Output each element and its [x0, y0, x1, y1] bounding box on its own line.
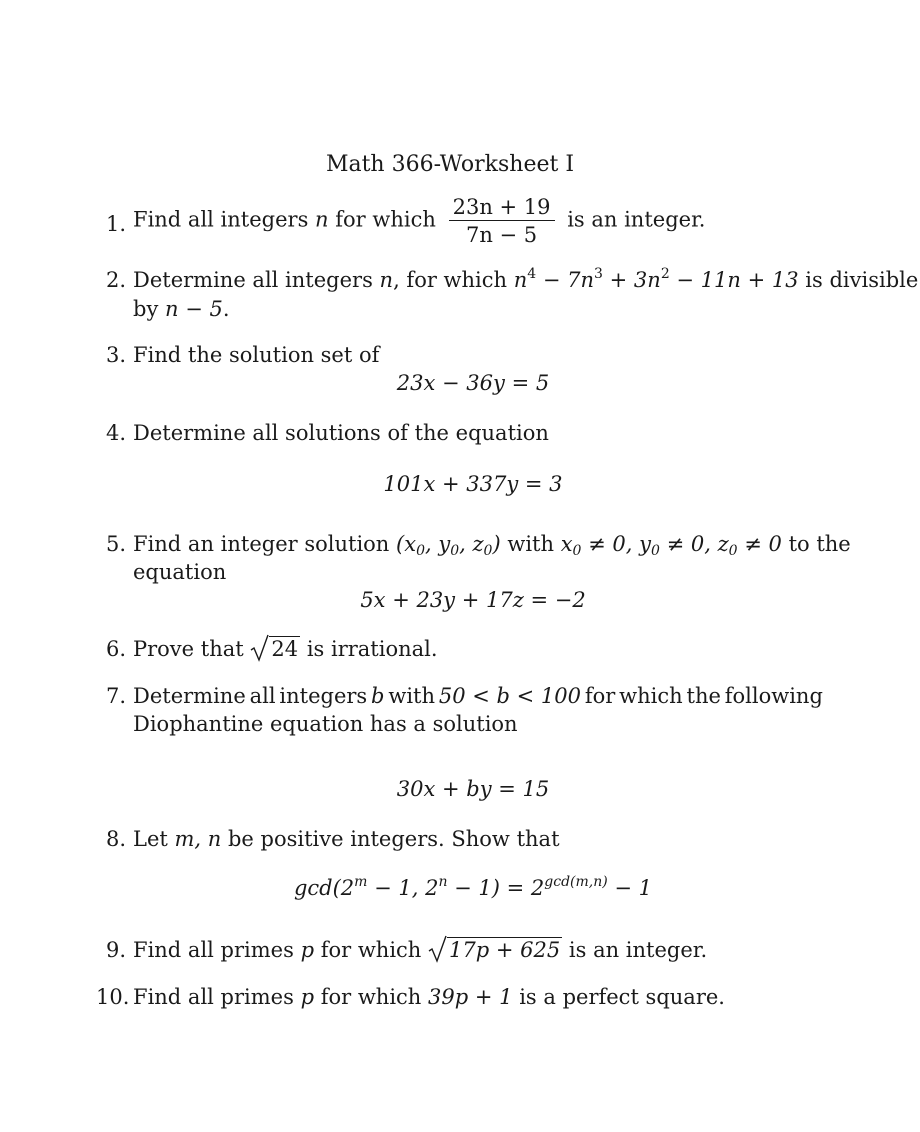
numerator: 23n + 19 — [449, 195, 555, 221]
square-root: 17p + 625 — [428, 938, 562, 962]
problem-number: 10. — [96, 985, 130, 1009]
fraction — [449, 195, 555, 247]
equation: 30x + by = 15 — [396, 777, 550, 801]
problem-9: Find all primes p for which 17p + 625 is an integer. — [133, 938, 708, 962]
problem-7-cont: Diophantine equation has a solution — [133, 712, 518, 736]
problem-5-cont: equation — [133, 560, 227, 584]
problem-number: 2. — [105, 268, 126, 292]
square-root: 24 — [250, 637, 300, 661]
problem-number: 6. — [105, 637, 126, 661]
equation: 5x + 23y + 17z = −2 — [360, 588, 586, 612]
problem-5: Find an integer solution ($x_0$, $y_0$, $z_0$) with $x_0 \ne 0$, $y_0 \ne 0$, $z_0 \ne 0$ to the — [133, 532, 851, 559]
problem-1: Find all integers n for which $\frac{23n + 19}{7n - 5}$ is an integer. — [133, 195, 706, 247]
problem-number: 4. — [105, 421, 126, 445]
problem-number: 9. — [105, 938, 126, 962]
problem-4: Determine all solutions of the equation — [133, 421, 549, 445]
problem-number: 3. — [105, 343, 126, 367]
problem-7: Determine all integers b with 50 < b < 100 for which the following — [133, 684, 823, 708]
problem-number: 7. — [105, 684, 126, 708]
equation: $\gcd(2^m - 1$, $2^n - 1) = 2^{gcd(m,n)} - 1$ — [293, 874, 653, 900]
problem-2: Determine all integers n, for which $n^4 - 7n^3 + 3n^2 - 11n + 13$ is divisible — [133, 266, 919, 292]
problem-10: Find all primes p for which 39p + 1 is a perfect square. — [133, 985, 725, 1009]
equation: 101x + 337y = 3 — [383, 472, 563, 496]
problem-number: 1. — [105, 212, 126, 236]
problem-6: Prove that 24 is irrational. — [133, 637, 438, 661]
denominator: 7n − 5 — [465, 223, 538, 247]
equation: 23x − 36y = 5 — [396, 371, 550, 395]
problem-8: Let m, n be positive integers. Show that — [133, 827, 560, 851]
problem-number: 5. — [105, 532, 126, 556]
problem-3: Find the solution set of — [133, 343, 380, 367]
problem-2-cont: by n − 5. — [133, 297, 230, 321]
page-title: Math 366-Worksheet I — [325, 152, 575, 177]
problem-number: 8. — [105, 827, 126, 851]
